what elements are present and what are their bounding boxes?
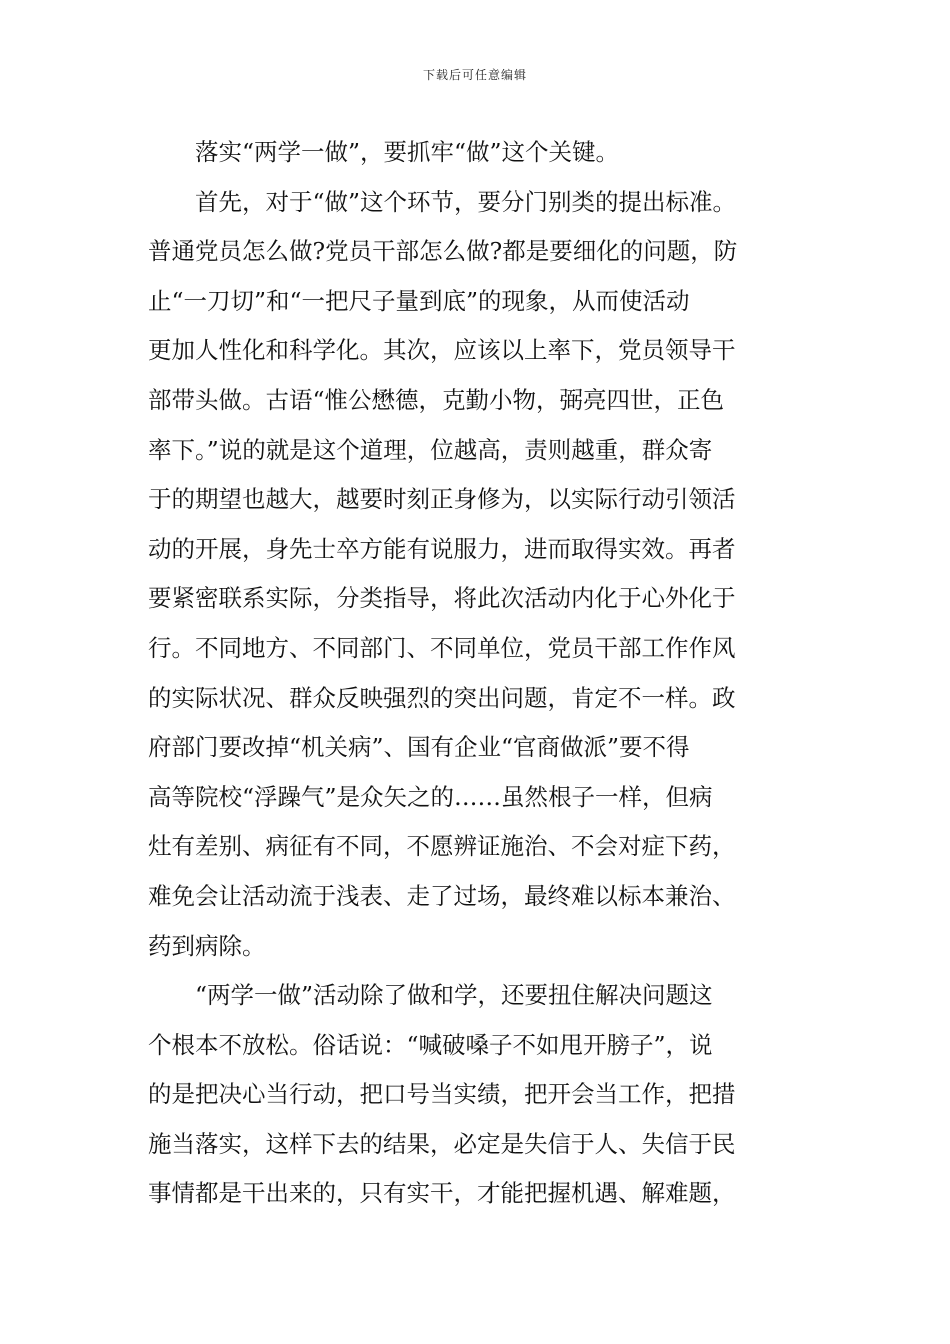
text-line: 动的开展，身先士卒方能有说服力，进而取得实效。再者 <box>148 534 736 563</box>
text-line: 的实际状况、群众反映强烈的突出问题，肯定不一样。政 <box>148 683 736 712</box>
text-line: 要紧密联系实际，分类指导，将此次活动内化于心外化于 <box>148 584 736 613</box>
text-line: 施当落实，这样下去的结果，必定是失信于人、失信于民 <box>148 1129 736 1158</box>
text-line: 普通党员怎么做?党员干部怎么做?都是要细化的问题，防 <box>148 237 738 266</box>
text-line: 事情都是干出来的，只有实干，才能把握机遇、解难题， <box>148 1179 736 1208</box>
text-line: 于的期望也越大，越要时刻正身修为，以实际行动引领活 <box>148 485 736 514</box>
text-line: 灶有差别、病征有不同，不愿辨证施治、不会对症下药， <box>148 832 736 861</box>
text-line: “两学一做”活动除了做和学，还要扭住解决问题这 <box>195 981 713 1010</box>
text-line: 个根本不放松。俗话说：“喊破嗓子不如甩开膀子”，说 <box>148 1030 713 1059</box>
text-line: 药到病除。 <box>148 931 266 960</box>
text-line: 行。不同地方、不同部门、不同单位，党员干部工作作风 <box>148 633 736 662</box>
text-line: 部带头做。古语“惟公懋德，克勤小物，弼亮四世，正色 <box>148 385 725 414</box>
text-line: 率下。”说的就是这个道理，位越高，责则越重，群众寄 <box>148 435 713 464</box>
text-line: 落实“两学一做”，要抓牢“做”这个关键。 <box>195 138 620 166</box>
text-line: 更加人性化和科学化。其次，应该以上率下，党员领导干 <box>148 336 736 365</box>
body-text <box>148 128 808 1219</box>
text-line: 首先，对于“做”这个环节，要分门别类的提出标准。 <box>195 187 737 216</box>
text-line: 止“一刀切”和“一把尺子量到底”的现象，从而使活动 <box>148 286 690 315</box>
text-line: 府部门要改掉“机关病”、国有企业“官商做派”要不得 <box>148 733 690 762</box>
text-line: 难免会让活动流于浅表、走了过场，最终难以标本兼治、 <box>148 881 736 910</box>
text-line: 的是把决心当行动，把口号当实绩，把开会当工作，把措 <box>148 1080 736 1109</box>
text-line: 高等院校“浮躁气”是众矢之的……虽然根子一样，但病 <box>148 782 713 811</box>
header-note: 下载后可任意编辑 <box>422 68 527 82</box>
